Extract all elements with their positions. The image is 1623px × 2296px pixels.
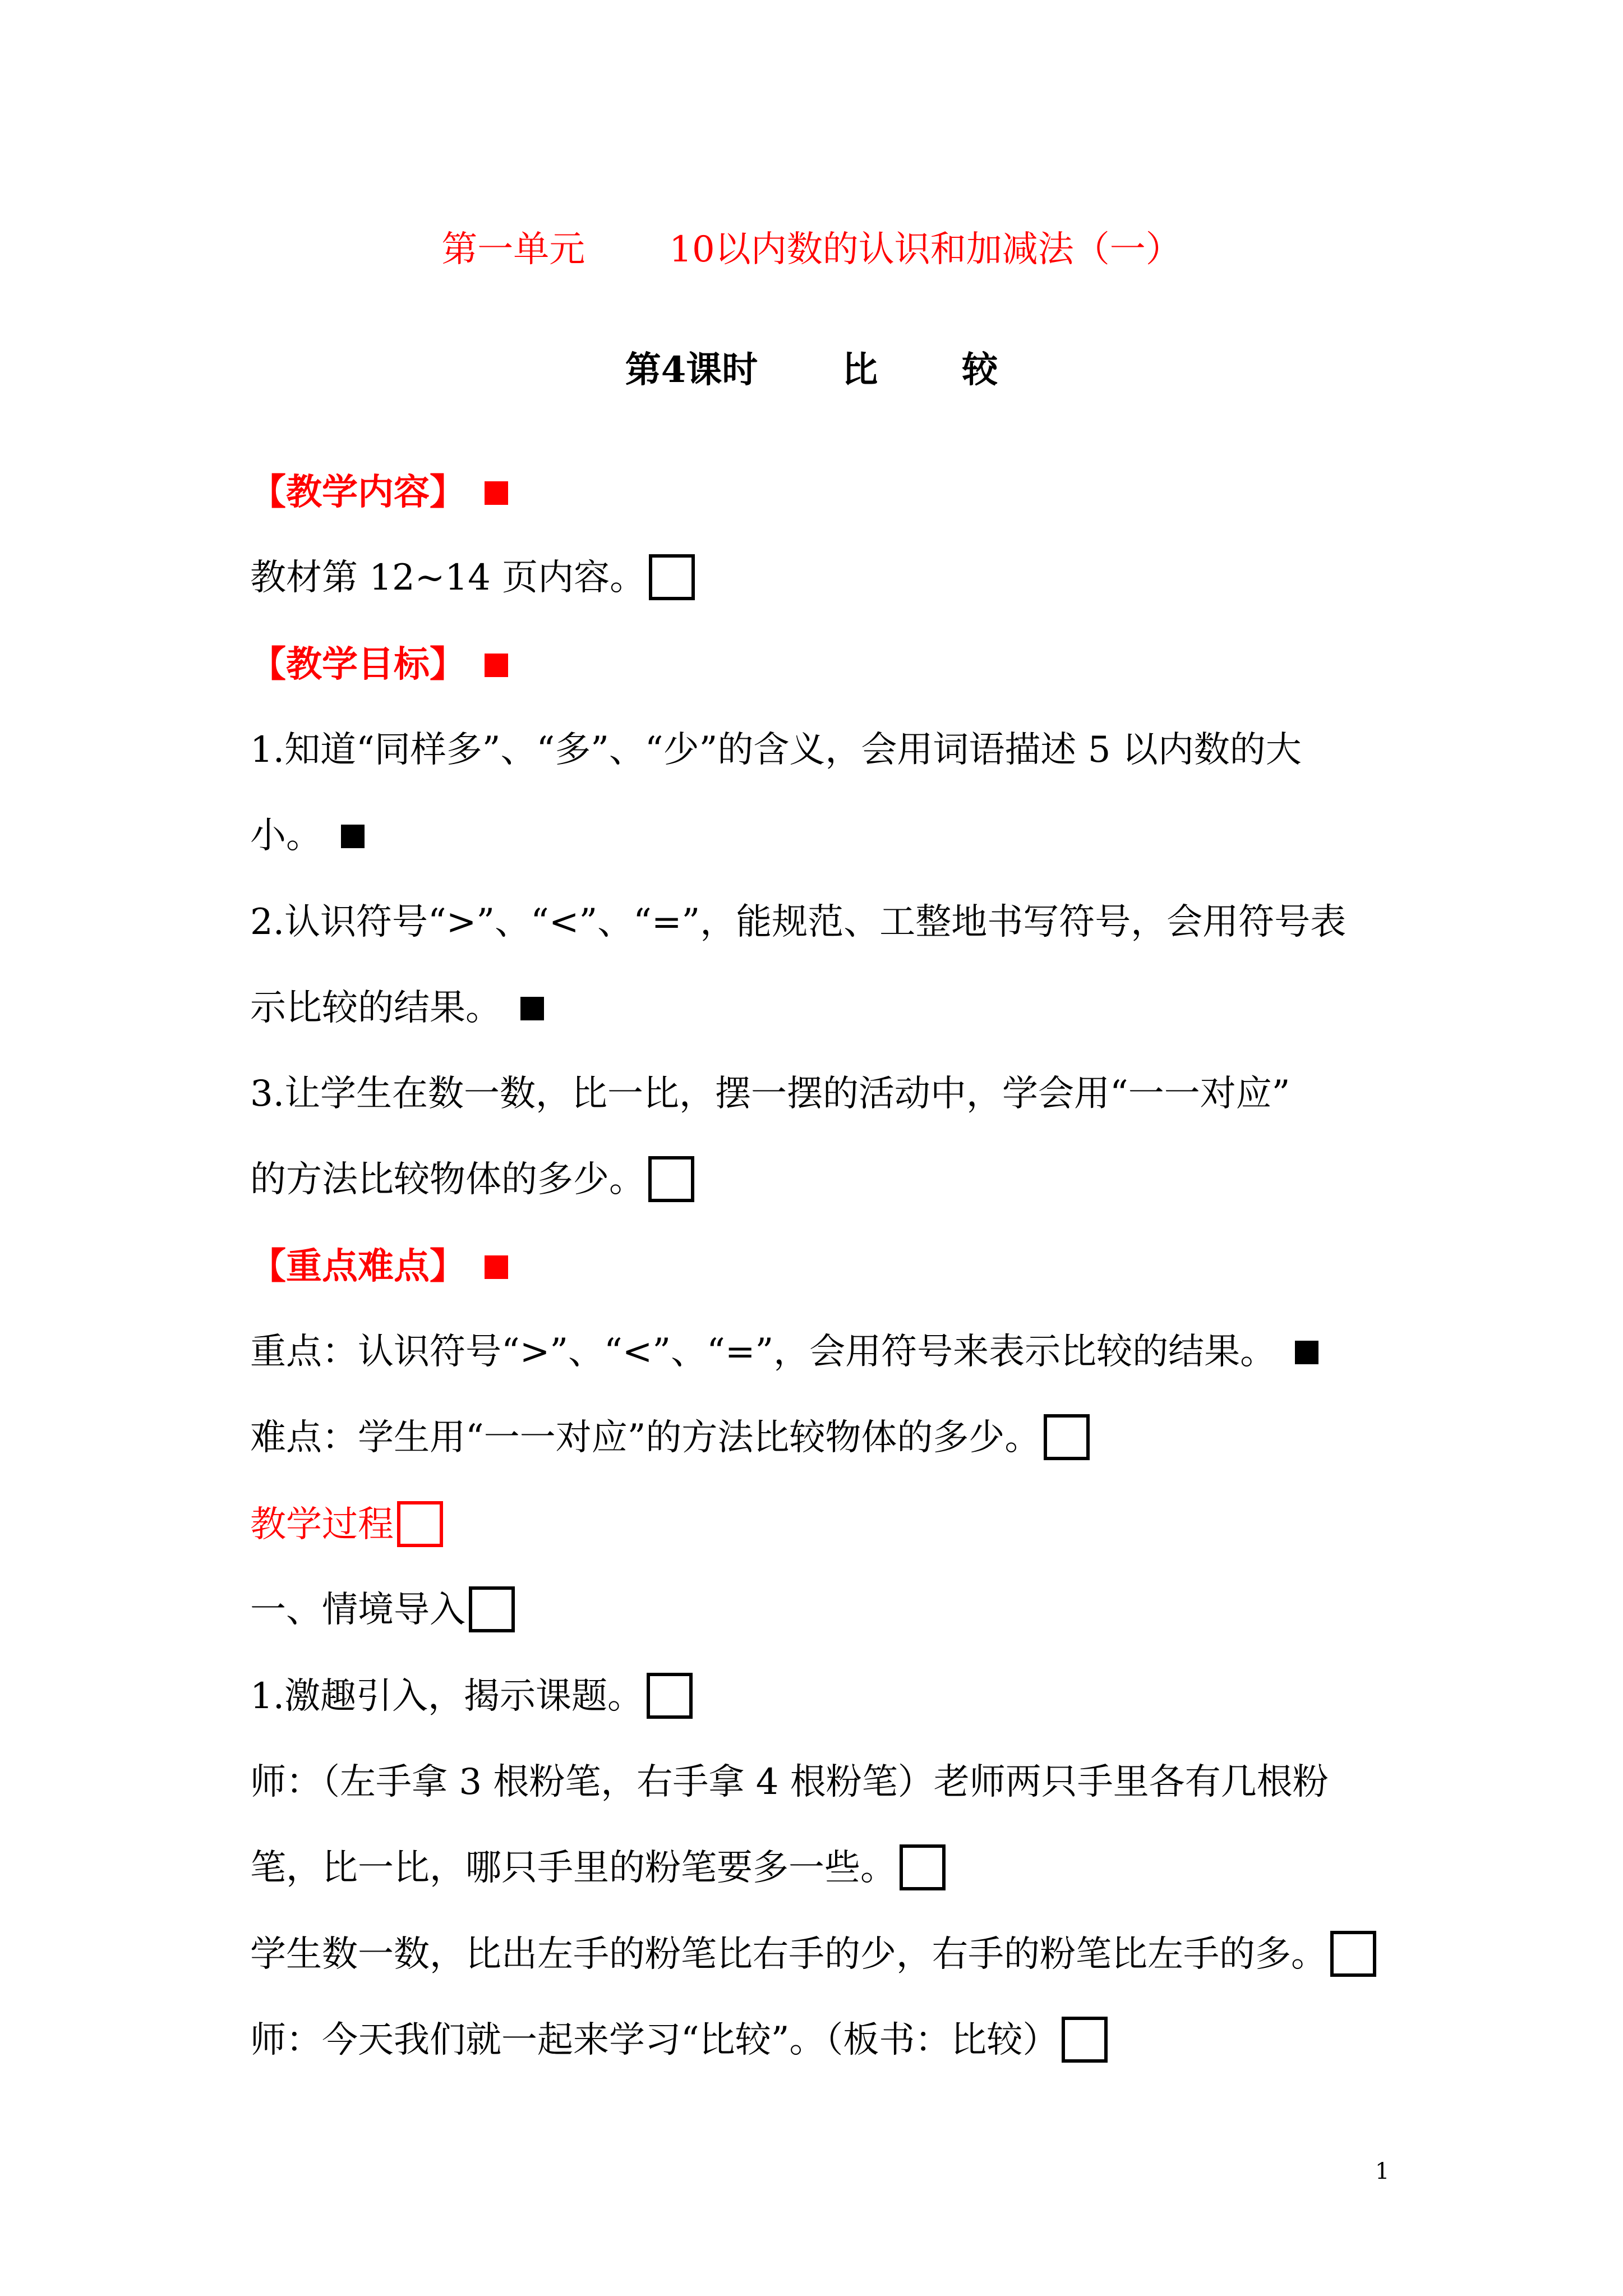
goal-1-line-2 <box>250 813 365 858</box>
teacher-1-text-1: 师：（左手拿 3 根粉笔，右手拿 4 根粉笔）老师两只手里各有几根粉 <box>250 1761 1329 1803</box>
goal-3-line-1 <box>250 1071 1290 1116</box>
empty-square-icon <box>1062 2017 1108 2063</box>
black-square-icon <box>341 825 365 848</box>
step-1-text: 1.激趣引入，揭示课题。 <box>250 1676 644 1717</box>
page-number: 1 <box>1375 2159 1390 2184</box>
empty-square-icon <box>1330 1931 1376 1977</box>
empty-square-icon <box>469 1586 515 1632</box>
red-empty-square-icon <box>397 1501 443 1547</box>
unit-name: 10以内数的认识和加减法（一） <box>669 229 1182 270</box>
teacher-2-text: 师：今天我们就一起来学习“比较”。（板书：比较） <box>250 2019 1059 2061</box>
keypoint <box>250 1329 1318 1374</box>
lesson-char-1: 比 <box>842 349 878 391</box>
goal-3-text-2: 的方法比较物体的多少。 <box>250 1159 645 1200</box>
content-heading-text: 【教学内容】 <box>250 471 465 513</box>
goal-2-line-2 <box>250 986 544 1030</box>
empty-square-icon <box>1044 1414 1090 1460</box>
goal-2-line-1 <box>250 900 1346 945</box>
lesson-char-2: 较 <box>962 349 998 391</box>
teacher-2 <box>250 2018 1108 2066</box>
keypoints-heading-text: 【重点难点】 <box>250 1245 465 1287</box>
teacher-1-text-2: 笔，比一比，哪只手里的粉笔要多一些。 <box>250 1847 896 1889</box>
process-heading-text: 教学过程 <box>250 1504 394 1545</box>
difficulty <box>250 1415 1090 1464</box>
teacher-1-line-1 <box>250 1760 1329 1805</box>
black-square-icon <box>520 997 544 1020</box>
empty-square-icon <box>649 554 695 600</box>
black-square-icon <box>1295 1341 1318 1364</box>
lesson-title <box>0 348 1623 393</box>
empty-square-icon <box>647 1673 693 1719</box>
content-text <box>250 555 695 604</box>
content-heading <box>250 470 508 515</box>
unit-title <box>0 227 1623 272</box>
process-heading <box>250 1502 443 1550</box>
red-square-icon <box>485 1255 508 1279</box>
teacher-1-line-2 <box>250 1846 946 1894</box>
empty-square-icon <box>648 1156 694 1202</box>
goals-heading-text: 【教学目标】 <box>250 643 465 685</box>
step-1 <box>250 1674 693 1722</box>
goal-2-text-1: 2.认识符号“>”、“<”、“=”，能规范、工整地书写符号，会用符号表 <box>250 901 1347 943</box>
students-1-text: 学生数一数，比出左手的粉笔比右手的少，右手的粉笔比左手的多。 <box>250 1934 1327 1975</box>
content-text-value: 教材第 12~14 页内容。 <box>250 557 646 599</box>
section-1 <box>250 1588 515 1636</box>
students-1 <box>250 1932 1376 1980</box>
goal-1-line-1 <box>250 728 1302 772</box>
goal-1-text-2: 小。 <box>250 815 322 857</box>
section-1-text: 一、情境导入 <box>250 1589 465 1631</box>
red-square-icon <box>485 481 508 505</box>
goal-2-text-2: 示比较的结果。 <box>250 987 501 1029</box>
goal-1-text-1: 1.知道“同样多”、“多”、“少”的含义，会用词语描述 5 以内数的大 <box>250 729 1302 771</box>
keypoint-text: 重点：认识符号“>”、“<”、“=”，会用符号来表示比较的结果。 <box>250 1331 1276 1373</box>
keypoints-heading <box>250 1244 508 1289</box>
goal-3-line-2 <box>250 1157 694 1205</box>
empty-square-icon <box>900 1844 946 1890</box>
goal-3-text-1: 3.让学生在数一数，比一比，摆一摆的活动中，学会用“一一对应” <box>250 1073 1290 1115</box>
lesson-number: 第4课时 <box>625 349 758 391</box>
difficulty-text: 难点：学生用“一一对应”的方法比较物体的多少。 <box>250 1417 1041 1458</box>
red-square-icon <box>485 654 508 677</box>
unit-prefix: 第一单元 <box>441 229 585 270</box>
goals-heading <box>250 642 508 687</box>
